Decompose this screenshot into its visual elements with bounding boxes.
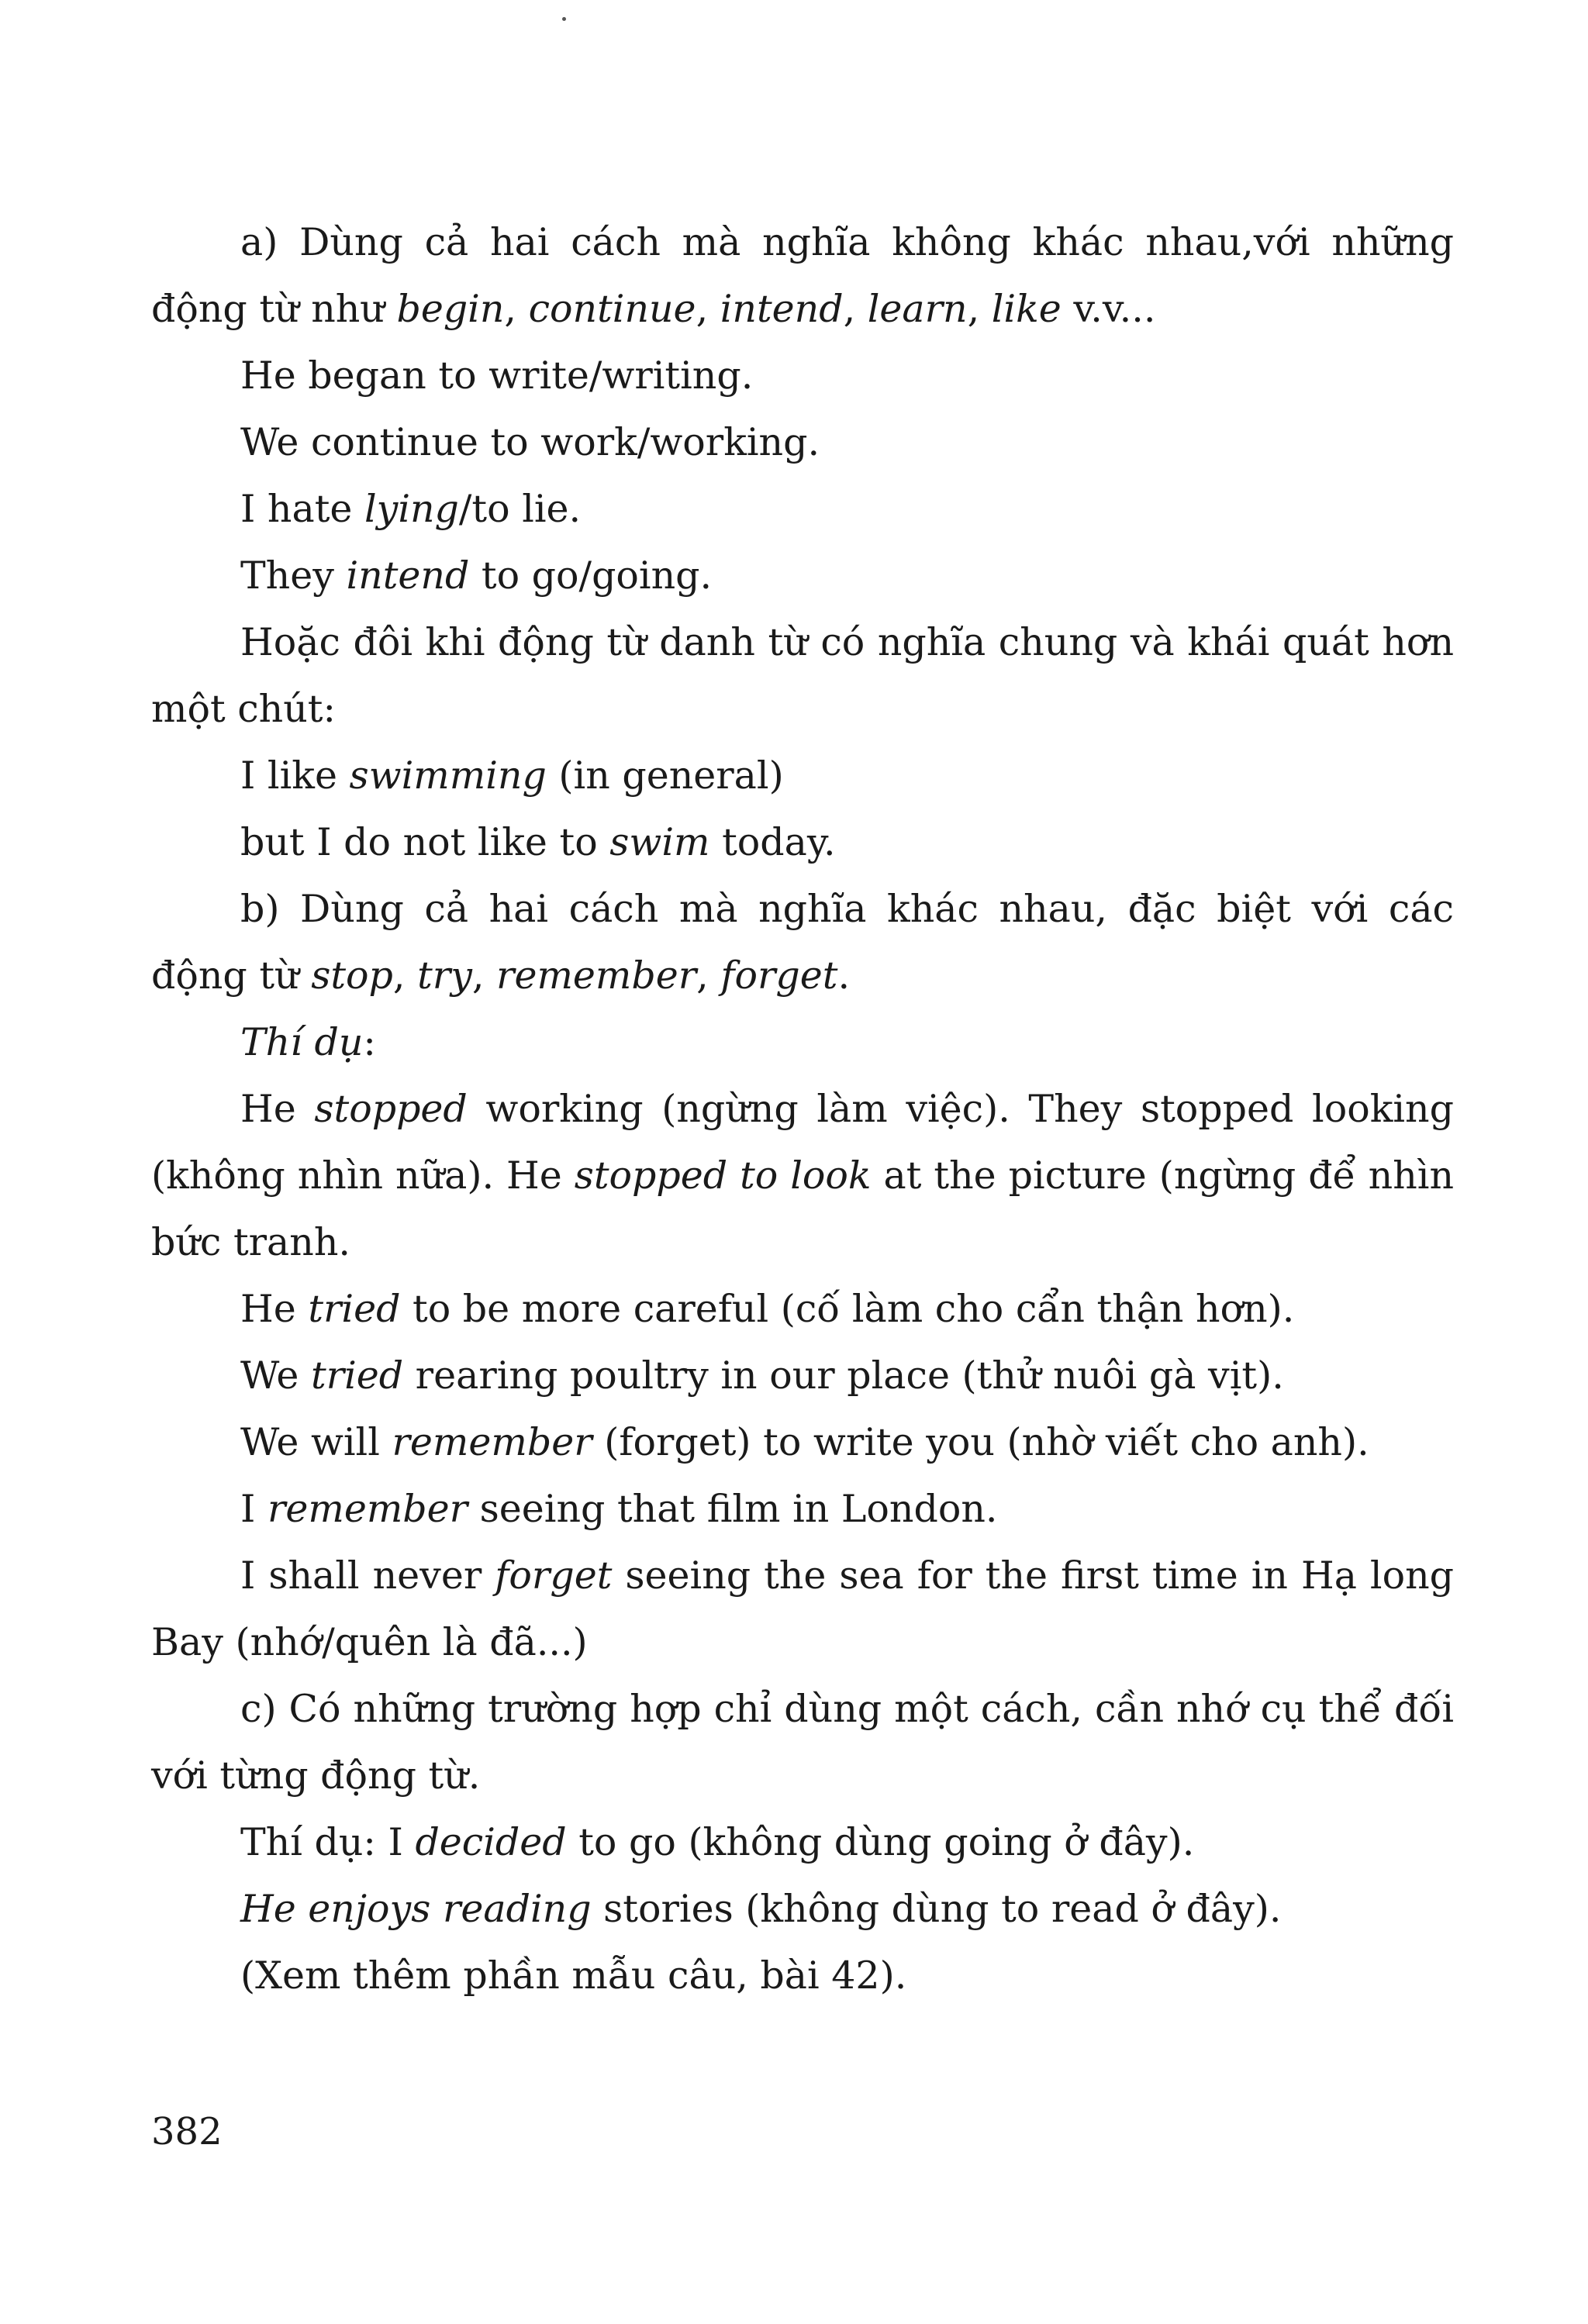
example-text: I like — [240, 753, 350, 798]
separator: , — [504, 287, 529, 331]
reference-line — [151, 1943, 1454, 2009]
separator: , — [471, 953, 497, 998]
separator: , — [696, 953, 721, 998]
verb-like: like — [991, 287, 1062, 331]
example-line — [151, 343, 1454, 409]
verb-remember: remember — [496, 953, 697, 998]
example-text: We — [240, 1353, 311, 1398]
verb-intend: intend — [720, 287, 844, 331]
example-emphasis: swim — [609, 820, 710, 864]
example-line — [151, 1343, 1454, 1409]
note-text: Hoặc đôi khi động từ danh từ có nghĩa chung và khái quát hơn một chút: — [151, 620, 1454, 731]
example-emphasis: He enjoys reading — [240, 1887, 592, 1931]
example-line — [151, 1409, 1454, 1476]
section-c-paragraph — [151, 1676, 1454, 1809]
verb-begin: begin — [396, 287, 505, 331]
example-text: to be more careful (cố làm cho cẩn thận hơn). — [400, 1287, 1295, 1331]
example-text: (forget) to write you (nhờ viết cho anh). — [592, 1420, 1369, 1464]
example-line — [151, 743, 1454, 809]
example-text: working (ngừng làm việc). They stopped looking (không nhìn nữa). He — [151, 1087, 1454, 1198]
example-emphasis: forget — [495, 1553, 613, 1598]
example-text: We will — [240, 1420, 392, 1464]
example-label-colon: : — [363, 1020, 376, 1064]
example-emphasis: remember — [392, 1420, 592, 1464]
example-text: but I do not like to — [240, 820, 610, 864]
example-emphasis: lying — [364, 487, 459, 531]
example-text: I shall never — [240, 1553, 495, 1598]
example-emphasis: stopped — [314, 1087, 468, 1131]
example-line — [151, 1809, 1454, 1876]
example-emphasis: decided — [415, 1820, 567, 1864]
example-text: rearing poultry in our place (thử nuôi gà vịt). — [403, 1353, 1284, 1398]
example-text: to go/going. — [469, 553, 713, 598]
section-a-text: a) Dùng cả hai cách mà nghĩa không khác nhau,với những động từ như — [151, 220, 1454, 331]
example-emphasis: stopped to look — [574, 1153, 872, 1198]
example-text: seeing the sea for the first time in Hạ long Bay (nhớ/quên là đã...) — [151, 1553, 1454, 1664]
section-b-text: b) Dùng cả hai cách mà nghĩa khác nhau, đặc biệt với các động từ — [151, 887, 1454, 998]
note-paragraph — [151, 609, 1454, 743]
example-emphasis: tried — [310, 1353, 404, 1398]
example-line — [151, 543, 1454, 609]
example-label: Thí dụ — [240, 1020, 364, 1064]
section-b-paragraph — [151, 876, 1454, 1009]
example-emphasis: remember — [267, 1487, 468, 1531]
example-line — [151, 1276, 1454, 1343]
verb-forget: forget — [720, 953, 838, 998]
example-text: to go (không dùng going ở đây). — [566, 1820, 1195, 1864]
verb-stop: stop — [311, 953, 393, 998]
example-emphasis: intend — [346, 553, 470, 598]
example-text: He — [240, 1087, 315, 1131]
example-line — [151, 476, 1454, 543]
separator: , — [843, 287, 868, 331]
section-a-paragraph — [151, 209, 1454, 343]
example-emphasis: tried — [308, 1287, 401, 1331]
example-text: We continue to work/working. — [240, 420, 820, 464]
verb-learn: learn — [867, 287, 968, 331]
example-emphasis: swimming — [349, 753, 547, 798]
example-text: seeing that film in London. — [468, 1487, 998, 1531]
example-text: at the picture (ngừng để nhìn bức tranh. — [151, 1153, 1454, 1264]
example-paragraph — [151, 1543, 1454, 1676]
example-text: Thí dụ: I — [240, 1820, 416, 1864]
verb-continue: continue — [528, 287, 696, 331]
section-c-text: c) Có những trường hợp chỉ dùng một cách, cần nhớ cụ thể đối với từng động từ. — [151, 1687, 1454, 1798]
page-body — [151, 209, 1454, 2009]
example-line — [151, 409, 1454, 476]
verb-try: try — [417, 953, 472, 998]
example-text: He began to write/writing. — [240, 353, 754, 398]
example-text: He — [240, 1287, 309, 1331]
example-text: /to lie. — [458, 487, 582, 531]
separator: , — [967, 287, 992, 331]
example-text: I — [240, 1487, 268, 1531]
example-line — [151, 1876, 1454, 1943]
example-line — [151, 1476, 1454, 1543]
page-number: 382 — [151, 2110, 223, 2153]
separator: , — [392, 953, 418, 998]
scan-speck — [562, 17, 566, 21]
section-a-tail: v.v... — [1061, 287, 1156, 331]
example-text: They — [240, 553, 347, 598]
section-b-tail: . — [837, 953, 851, 998]
example-text: (in general) — [546, 753, 784, 798]
example-line — [151, 809, 1454, 876]
example-label-line — [151, 1009, 1454, 1076]
example-text: stories (không dùng to read ở đây). — [591, 1887, 1282, 1931]
example-paragraph — [151, 1076, 1454, 1276]
example-text: today. — [709, 820, 836, 864]
reference-text: (Xem thêm phần mẫu câu, bài 42). — [240, 1953, 907, 1998]
separator: , — [696, 287, 720, 331]
example-text: I hate — [240, 487, 364, 531]
